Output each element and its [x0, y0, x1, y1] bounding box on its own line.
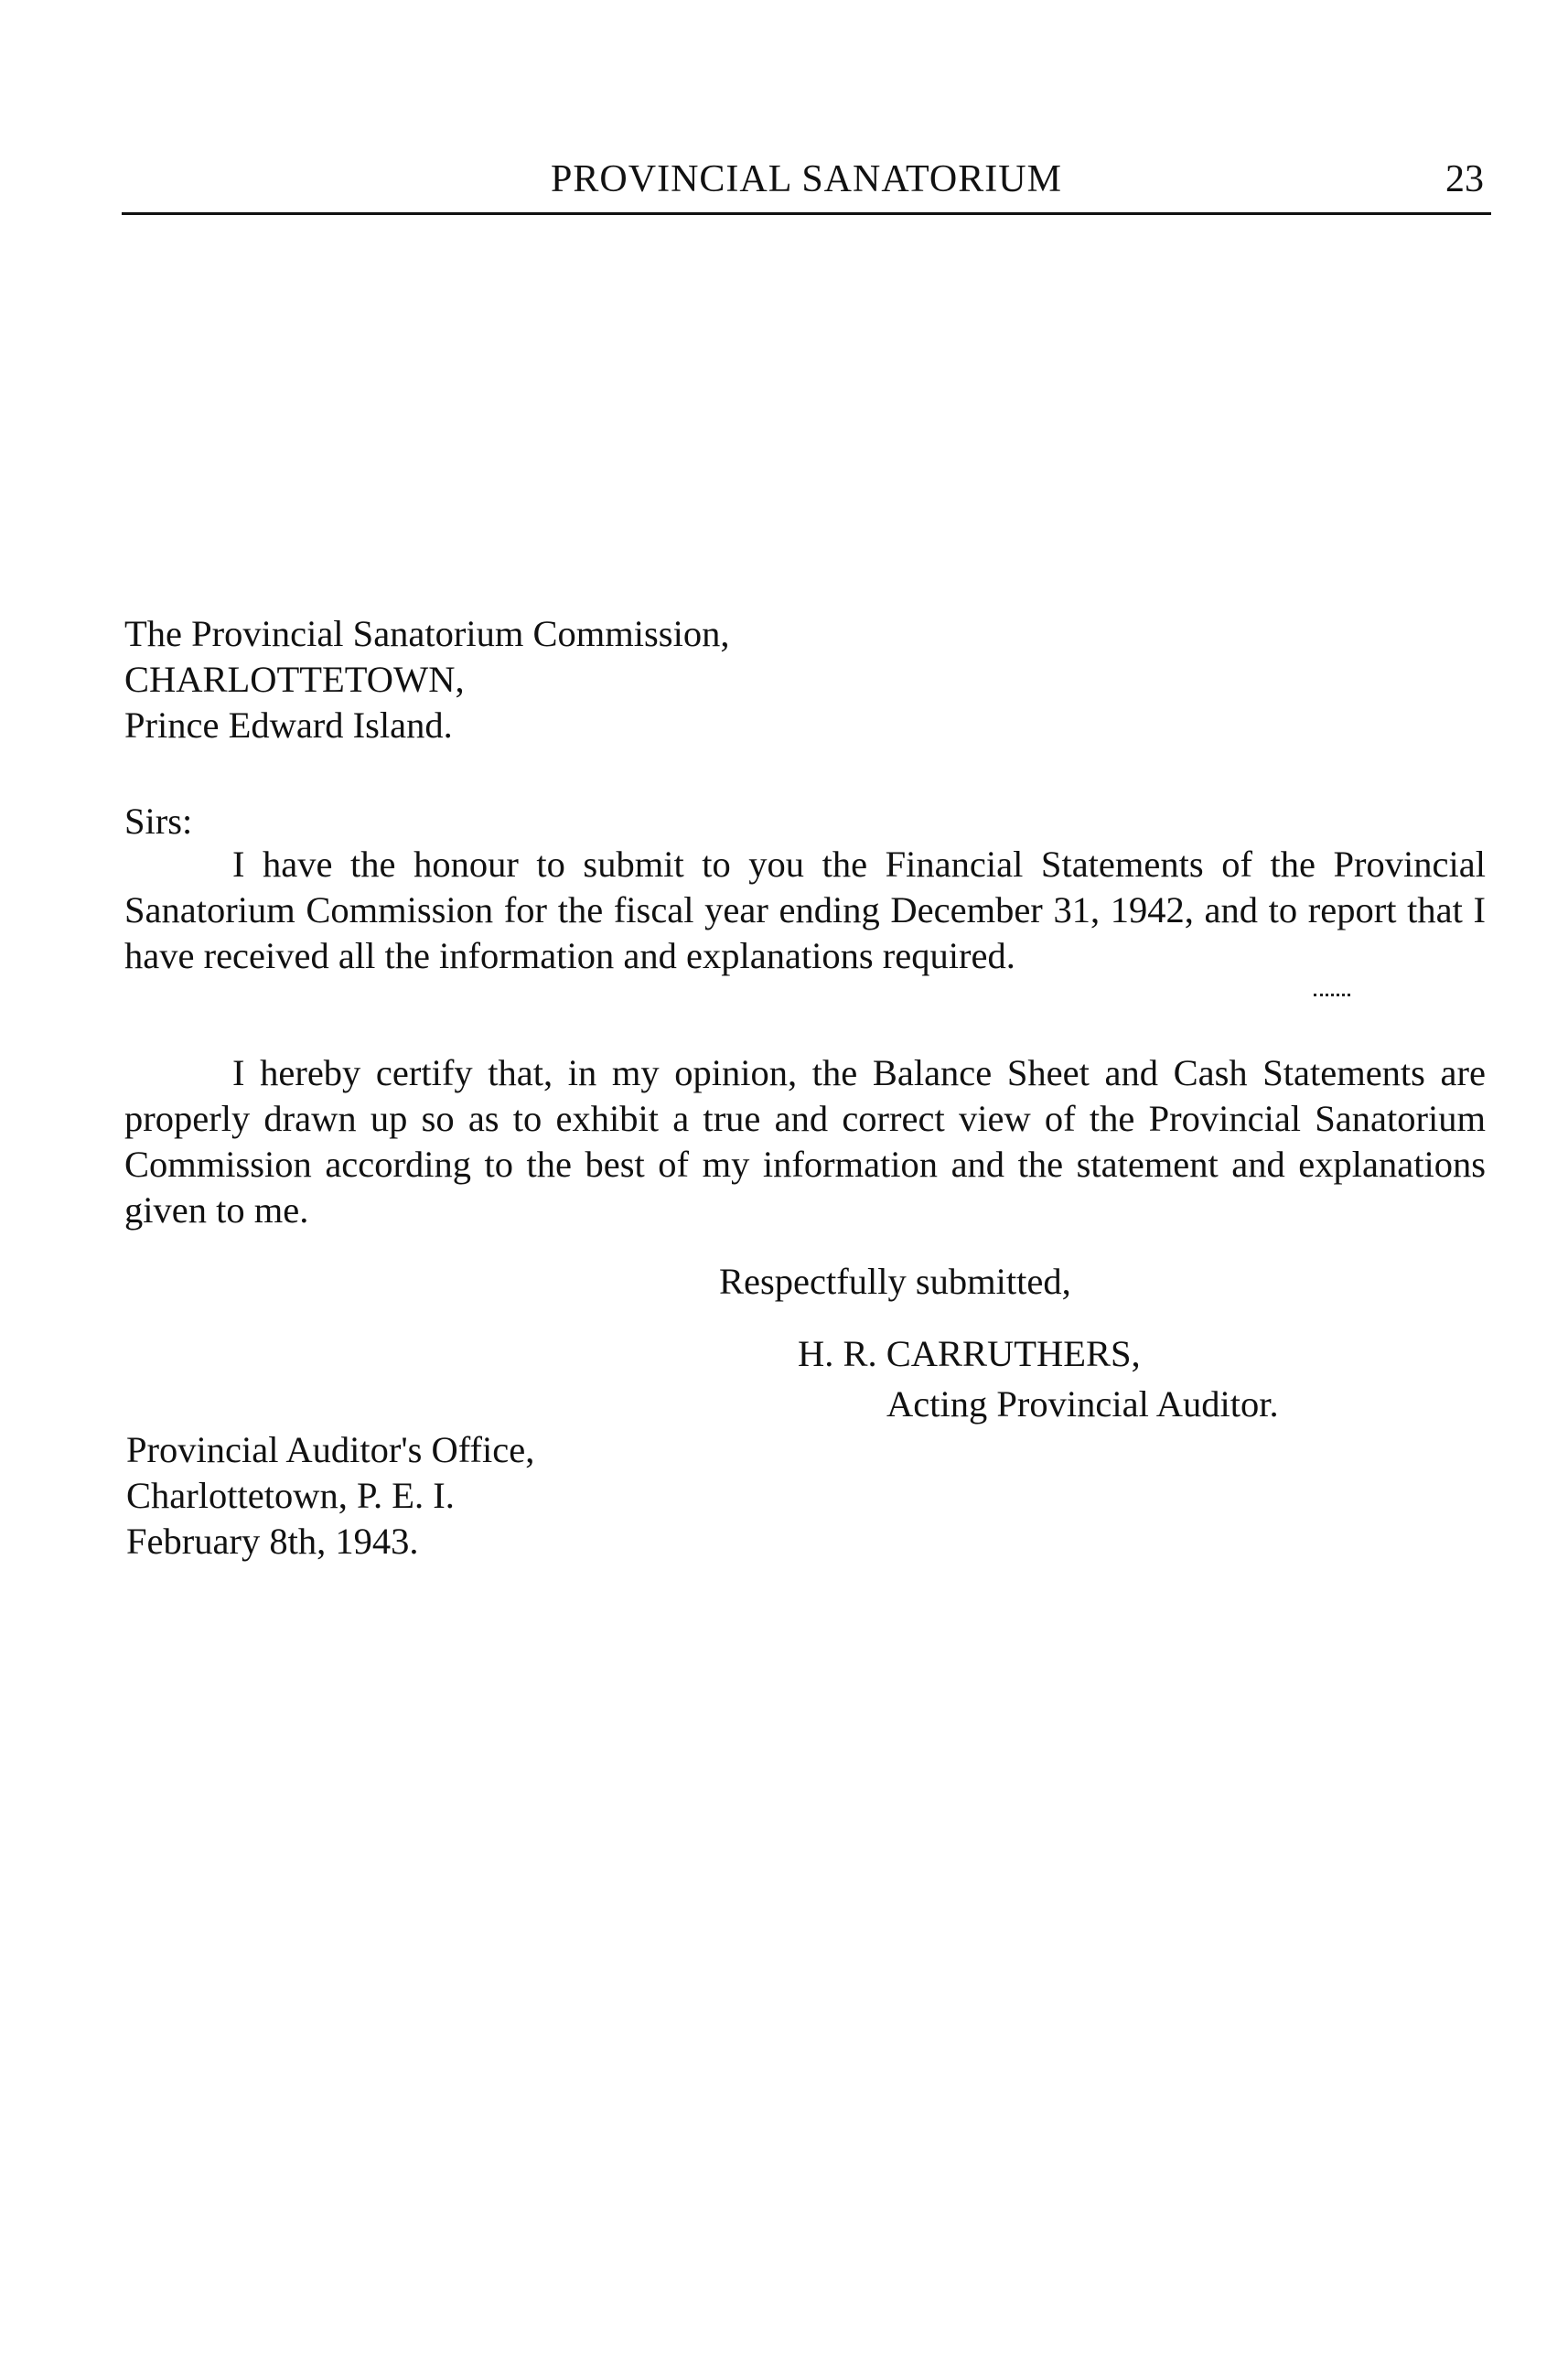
- running-head: [122, 154, 1491, 209]
- addressee-line: CHARLOTTETOWN,: [124, 659, 465, 700]
- office-line: Provincial Auditor's Office,: [126, 1429, 535, 1470]
- salutation: Sirs:: [124, 801, 193, 842]
- header-rule: [122, 212, 1491, 215]
- dash-mark: [1314, 994, 1350, 1000]
- office-line: Charlottetown, P. E. I.: [126, 1475, 455, 1516]
- body-paragraph-1: I have the honour to submit to you the Financial Statements of the Provincial Sanatorium Commission for the fiscal year ending December 31, 1942, and to report that I have received all the information and explanations required.: [124, 844, 1486, 976]
- page-number: 23: [1445, 158, 1484, 200]
- office-block: [126, 1427, 534, 1565]
- running-title: PROVINCIAL SANATORIUM: [551, 158, 1062, 200]
- addressee-line: The Provincial Sanatorium Commission,: [124, 613, 730, 654]
- signoff: Respectfully submitted,: [719, 1261, 1071, 1302]
- addressee-line: Prince Edward Island.: [124, 704, 453, 746]
- addressee-block: [124, 611, 1131, 748]
- signer-name: H. R. CARRUTHERS,: [798, 1333, 1141, 1374]
- body-paragraph-2: I hereby certify that, in my opinion, the Balance Sheet and Cash Statements are properly drawn up so as to exhibit a true and correct view of the Provincial Sanatorium Commission according to the best of my information and the statement and explanations given to me.: [124, 1052, 1486, 1231]
- signer-title: Acting Provincial Auditor.: [886, 1383, 1279, 1425]
- office-line: February 8th, 1943.: [126, 1521, 419, 1562]
